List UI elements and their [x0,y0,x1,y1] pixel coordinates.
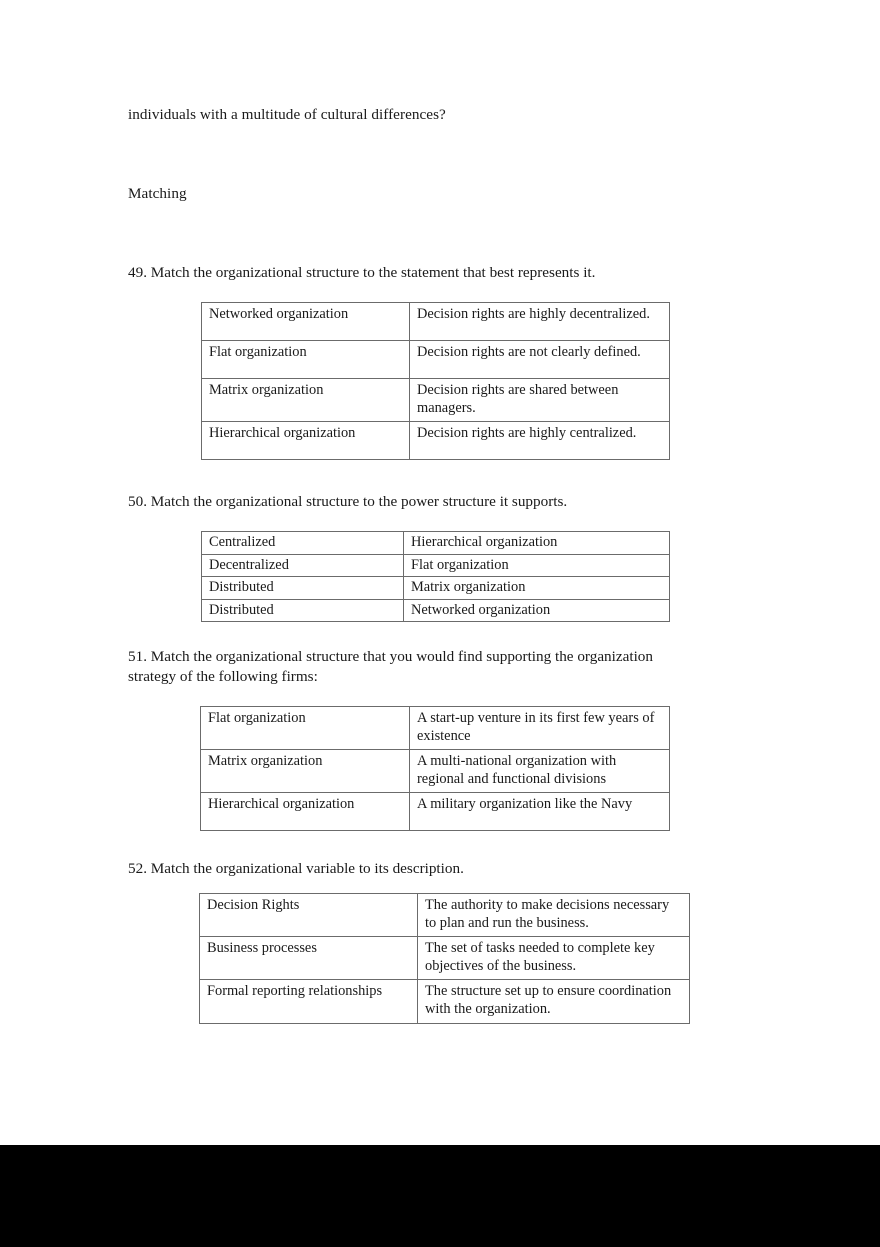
question-51-prompt-line1: 51. Match the organizational structure that you would find supporting the organization [128,648,653,665]
section-heading-matching: Matching [128,185,187,202]
table-cell-definition: Decision rights are highly centralized. [410,422,670,460]
table-row [202,422,670,460]
table-row [200,937,690,980]
table-cell-definition: A start-up venture in its first few years of existence [410,707,670,750]
table-cell-term: Business processes [200,937,418,980]
page-bottom-black-band [0,1145,880,1247]
table-cell-term: Flat organization [201,707,410,750]
table-cell-definition: Decision rights are shared between managers. [410,379,670,422]
table-cell-definition: Decision rights are not clearly defined. [410,341,670,379]
table-row [200,980,690,1023]
question-51-match-table [200,706,670,831]
question-49-match-table [201,302,670,460]
table-cell-term: Matrix organization [202,379,410,422]
table-cell-definition: The structure set up to ensure coordination with the organization. [418,980,690,1023]
table-cell-definition: A military organization like the Navy [410,793,670,831]
table-cell-term: Hierarchical organization [201,793,410,831]
table-row [202,303,670,341]
table-row [201,793,670,831]
table-cell-term: Hierarchical organization [202,422,410,460]
table-cell-term: Centralized [202,532,404,555]
table-cell-term: Formal reporting relationships [200,980,418,1023]
table-cell-term: Distributed [202,599,404,622]
question-52-match-table [199,893,690,1024]
table-cell-definition: The set of tasks needed to complete key objectives of the business. [418,937,690,980]
question-52-prompt: 52. Match the organizational variable to its description. [128,860,464,877]
table-cell-term: Decision Rights [200,894,418,937]
table-cell-term: Flat organization [202,341,410,379]
table-row [201,750,670,793]
table-row [200,894,690,937]
table-row [202,379,670,422]
table-row [202,341,670,379]
table-row [201,707,670,750]
question-50-match-table [201,531,670,622]
table-cell-term: Networked organization [202,303,410,341]
continued-question-text: individuals with a multitude of cultural differences? [128,106,446,123]
table-cell-definition: Matrix organization [404,577,670,600]
table-row [202,599,670,622]
question-49-prompt: 49. Match the organizational structure to the statement that best represents it. [128,264,596,281]
question-50-prompt: 50. Match the organizational structure to the power structure it supports. [128,493,568,510]
table-row [202,577,670,600]
table-cell-definition: Networked organization [404,599,670,622]
table-cell-definition: Flat organization [404,554,670,577]
table-cell-definition: The authority to make decisions necessary to plan and run the business. [418,894,690,937]
table-row [202,532,670,555]
question-51-prompt-line2: strategy of the following firms: [128,668,318,685]
table-cell-definition: Decision rights are highly decentralized. [410,303,670,341]
table-cell-term: Decentralized [202,554,404,577]
table-cell-term: Matrix organization [201,750,410,793]
table-row [202,554,670,577]
table-cell-definition: Hierarchical organization [404,532,670,555]
table-cell-definition: A multi-national organization with regional and functional divisions [410,750,670,793]
table-cell-term: Distributed [202,577,404,600]
